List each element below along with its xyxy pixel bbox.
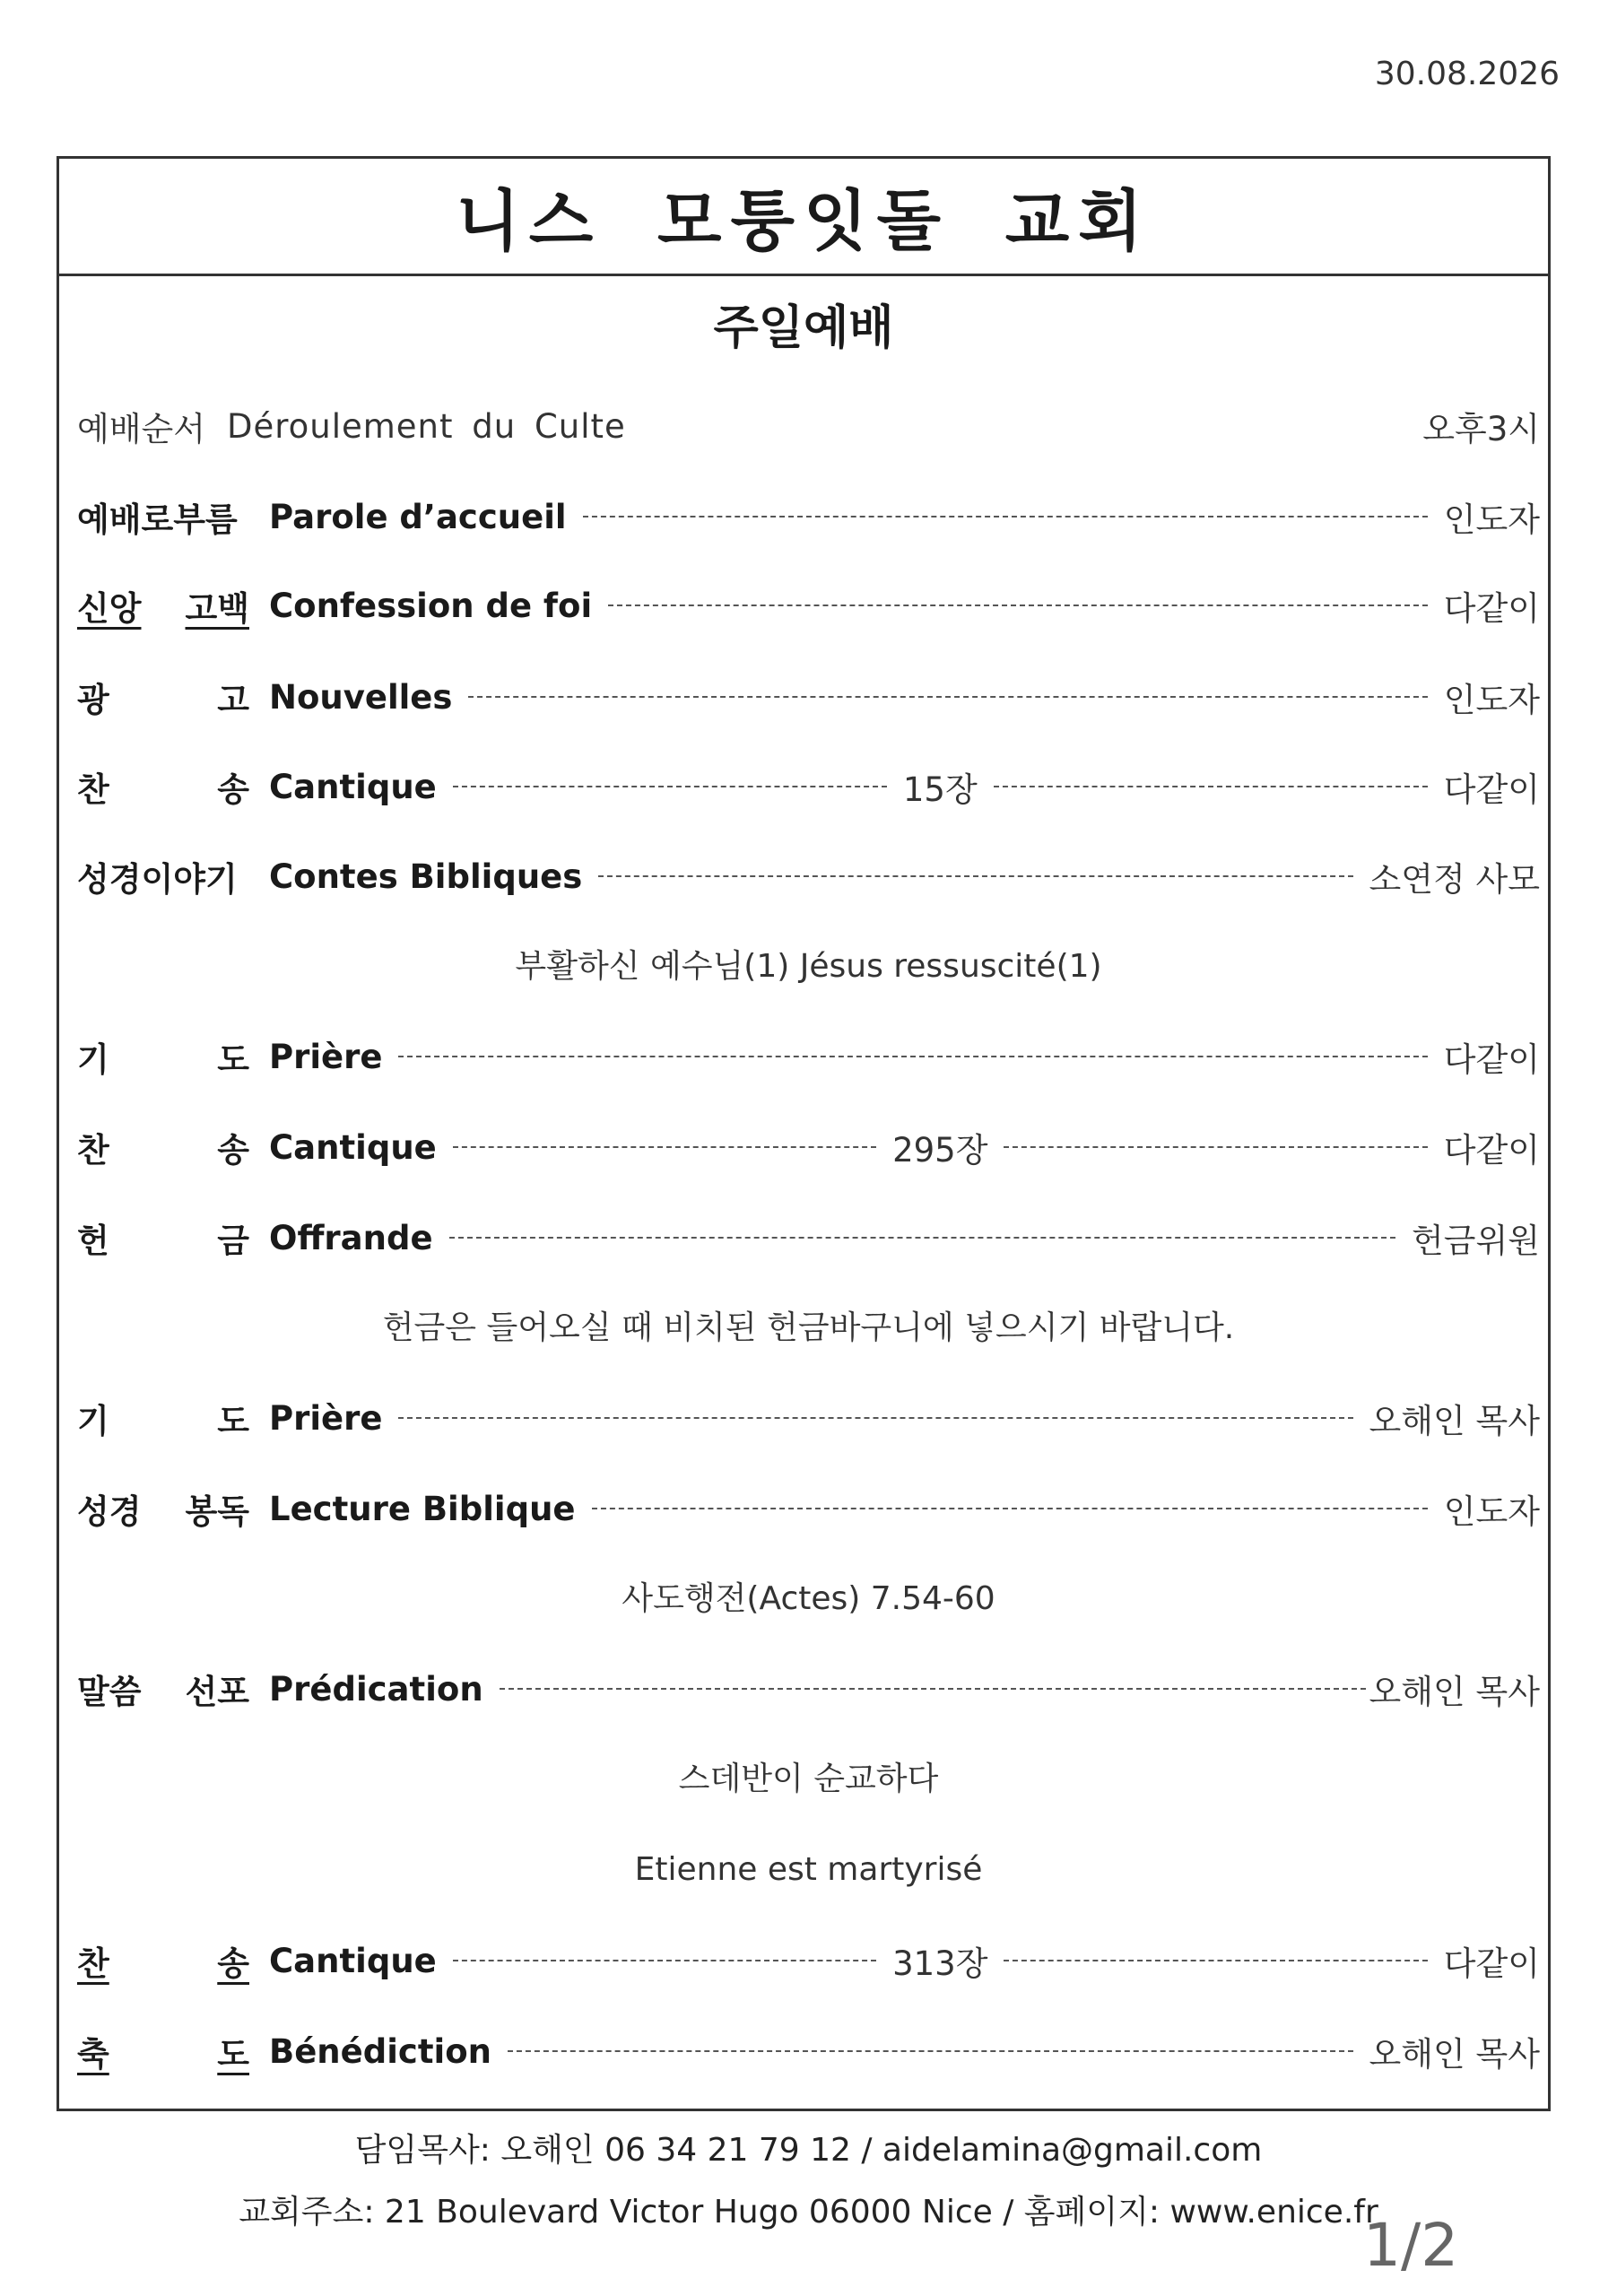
row-label-fr: Confession de foi xyxy=(269,586,593,625)
row-label-ko: 헌 금 xyxy=(77,1222,249,1260)
order-row-benediction xyxy=(77,2020,1540,2083)
row-label-ko: 성경이야기 xyxy=(77,860,238,899)
leader-line xyxy=(398,1417,1352,1419)
row-label-ko: 신앙 고백 xyxy=(77,589,249,628)
scripture-reference: 사도행전(Actes) 7.54-60 xyxy=(622,1580,995,1617)
row-label-fr: Prière xyxy=(269,1037,383,1076)
church-name: 니스 모퉁잇돌 교회 xyxy=(456,183,1152,260)
order-row-bible-stories xyxy=(77,845,1540,908)
leader-line xyxy=(453,786,887,787)
row-label-fr: Cantique xyxy=(269,767,437,806)
leader-line xyxy=(1004,1960,1427,1961)
row-label-fr: Nouvelles xyxy=(269,677,453,717)
row-label-fr: Lecture Biblique xyxy=(269,1489,576,1528)
order-row-hymn-2 xyxy=(77,1116,1540,1178)
leader-line xyxy=(449,1237,1395,1239)
row-label-fr: Contes Bibliques xyxy=(269,857,583,896)
row-label-ko: 말씀 선포 xyxy=(77,1673,249,1711)
row-leader: 다같이 xyxy=(1443,1131,1540,1170)
row-label-fr: Bénédiction xyxy=(269,2031,491,2071)
row-label-ko: 기 도 xyxy=(77,1040,249,1079)
hymn-number: 313장 xyxy=(892,1944,988,1983)
order-row-hymn-3 xyxy=(77,1929,1540,1992)
row-label-ko: 찬 송 xyxy=(77,770,249,809)
service-title: 주일예배 xyxy=(713,301,894,355)
leader-line xyxy=(453,1146,876,1148)
row-label-ko: 광 고 xyxy=(77,681,249,719)
order-row-sermon xyxy=(77,1657,1540,1720)
row-leader: 다같이 xyxy=(1443,770,1541,809)
row-label-fr: Offrande xyxy=(269,1218,433,1257)
footer-address: 교회주소: 21 Boulevard Victor Hugo 06000 Nice / 홈페이지: www.enice.fr xyxy=(239,2194,1378,2231)
leader-line xyxy=(583,516,1428,517)
leader-line xyxy=(500,1688,1366,1690)
leader-line xyxy=(592,1508,1428,1509)
row-label-ko: 찬 송 xyxy=(77,1944,249,1983)
sermon-title-fr: Etienne est martyrisé xyxy=(634,1851,983,1888)
order-row-prayer-2 xyxy=(77,1387,1540,1449)
title-box xyxy=(59,159,1548,276)
story-title: 부활하신 예수님(1) Jésus ressuscité(1) xyxy=(515,948,1102,985)
row-leader: 다같이 xyxy=(1443,1040,1540,1079)
row-leader: 다같이 xyxy=(1443,589,1540,628)
leader-line xyxy=(994,786,1428,787)
row-label-fr: Parole d’accueil xyxy=(269,497,567,536)
hymn-number: 15장 xyxy=(902,770,978,809)
row-leader: 다같이 xyxy=(1443,1944,1540,1983)
row-leader: 인도자 xyxy=(1443,681,1540,719)
row-leader: 인도자 xyxy=(1443,500,1540,539)
row-label-ko: 예배로부름 xyxy=(77,500,238,539)
row-leader: 오해인 목사 xyxy=(1369,1402,1540,1440)
leader-line xyxy=(468,696,1427,698)
leader-line xyxy=(453,1960,876,1961)
order-row-prayer-1 xyxy=(77,1025,1540,1088)
sermon-title-ko: 스데반이 순교하다 xyxy=(678,1761,939,1797)
order-row-confession xyxy=(77,574,1540,637)
row-leader: 소연정 사모 xyxy=(1369,860,1540,899)
order-header xyxy=(77,395,1540,457)
row-label-fr: Prière xyxy=(269,1398,383,1438)
order-row-hymn-1 xyxy=(77,755,1540,818)
order-row-offering xyxy=(77,1206,1540,1269)
row-leader: 헌금위원 xyxy=(1412,1222,1540,1260)
row-label-fr: Cantique xyxy=(269,1127,437,1167)
row-label-ko: 찬 송 xyxy=(77,1131,249,1170)
row-label-ko: 성경 봉독 xyxy=(77,1492,249,1531)
order-row-welcome xyxy=(77,485,1540,548)
date: 30.08.2026 xyxy=(1374,56,1560,92)
row-label-ko: 축 도 xyxy=(77,2035,249,2074)
service-time: 오후3시 xyxy=(1422,410,1540,448)
order-row-bible-reading xyxy=(77,1477,1540,1540)
leader-line xyxy=(398,1056,1427,1057)
leader-line xyxy=(508,2050,1353,2052)
offering-note: 헌금은 들어오실 때 비치된 헌금바구니에 넣으시기 바랍니다. xyxy=(382,1309,1235,1346)
row-leader: 오해인 목사 xyxy=(1369,1673,1540,1711)
hymn-number: 295장 xyxy=(892,1131,988,1170)
row-label-fr: Cantique xyxy=(269,1941,437,1980)
order-row-news xyxy=(77,665,1540,728)
row-leader: 오해인 목사 xyxy=(1369,2035,1540,2074)
leader-line xyxy=(598,875,1352,877)
row-label-ko: 기 도 xyxy=(77,1402,249,1440)
leader-line xyxy=(1004,1146,1427,1148)
footer-pastor-contact: 담임목사: 오해인 06 34 21 79 12 / aidelamina@gmail.com xyxy=(354,2132,1263,2169)
leader-line xyxy=(608,604,1428,606)
order-header-ko: 예배순서 xyxy=(77,410,205,448)
row-label-fr: Prédication xyxy=(269,1669,483,1709)
page-number: 1/2 xyxy=(1363,2211,1459,2280)
row-leader: 인도자 xyxy=(1443,1492,1540,1531)
order-header-fr: Déroulement du Culte xyxy=(226,406,626,446)
